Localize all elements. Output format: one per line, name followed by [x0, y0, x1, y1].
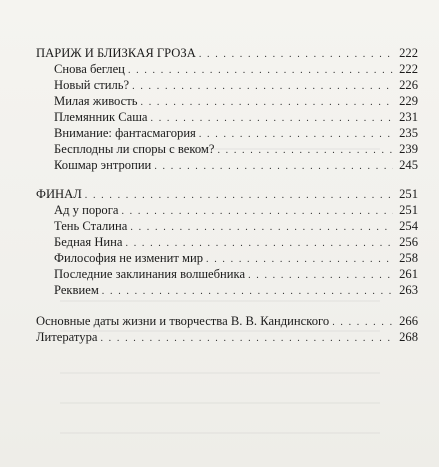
toc-entry[interactable] — [54, 141, 418, 157]
entry-title: Внимание: фантасмагория — [54, 126, 196, 140]
toc-entry[interactable] — [54, 77, 418, 93]
toc-entry[interactable] — [54, 109, 418, 125]
page-number: 231 — [399, 110, 418, 124]
toc-entry[interactable] — [54, 125, 418, 141]
toc-entry[interactable] — [54, 250, 418, 266]
entry-title: Последние заклинания волшебника — [54, 267, 246, 281]
page-number: 251 — [399, 187, 418, 201]
page-number: 226 — [399, 78, 418, 92]
entry-title: Племянник Саша — [54, 110, 148, 124]
page-number: 266 — [399, 314, 418, 328]
entry-title: Снова беглец — [54, 62, 125, 76]
page-number: 222 — [399, 62, 418, 76]
toc-section-heading[interactable] — [36, 186, 418, 202]
toc-appendix-entry[interactable] — [36, 313, 418, 329]
entry-title: Философия не изменит мир — [54, 251, 204, 265]
page-number: 256 — [399, 235, 418, 249]
entry-title: Новый стиль? — [54, 78, 130, 92]
entry-title: Реквием — [54, 283, 99, 297]
page-number: 263 — [399, 283, 418, 297]
toc-entry[interactable] — [54, 157, 418, 173]
toc-entry[interactable] — [54, 202, 418, 218]
page-number: 235 — [399, 126, 418, 140]
page-number: 268 — [399, 330, 418, 344]
entry-title: Литература — [36, 330, 98, 344]
toc-entry[interactable] — [54, 266, 418, 282]
toc-entry[interactable] — [54, 93, 418, 109]
page-number: 251 — [399, 203, 418, 217]
page-number: 261 — [399, 267, 418, 281]
entry-title: Основные даты жизни и творчества В. В. Кандинского — [36, 314, 330, 328]
section-title: ПАРИЖ И БЛИЗКАЯ ГРОЗА — [36, 46, 196, 60]
entry-title: Кошмар энтропии — [54, 158, 152, 172]
toc-entry[interactable] — [54, 218, 418, 234]
entry-title: Милая живость — [54, 94, 138, 108]
toc-entry[interactable] — [54, 61, 418, 77]
page-number: 239 — [399, 142, 418, 156]
leader-dots — [154, 159, 393, 175]
toc-entry[interactable] — [54, 234, 418, 250]
section-title: ФИНАЛ — [36, 187, 82, 201]
show-through-line — [60, 402, 380, 404]
leader-dots — [102, 284, 393, 300]
show-through-line — [60, 300, 380, 302]
page-number: 254 — [399, 219, 418, 233]
page-number: 222 — [399, 46, 418, 60]
page-number: 229 — [399, 94, 418, 108]
toc-entry[interactable] — [54, 282, 418, 298]
entry-title: Бедная Нина — [54, 235, 123, 249]
entry-title: Ад у порога — [54, 203, 119, 217]
page-number: 245 — [399, 158, 418, 172]
page-number: 258 — [399, 251, 418, 265]
entry-title: Бесплодны ли споры с веком? — [54, 142, 215, 156]
toc-section-heading[interactable] — [36, 45, 418, 61]
show-through-line — [60, 372, 380, 374]
entry-title: Тень Сталина — [54, 219, 128, 233]
show-through-line — [60, 432, 380, 434]
toc-appendix-entry[interactable] — [36, 329, 418, 345]
leader-dots — [100, 331, 393, 347]
